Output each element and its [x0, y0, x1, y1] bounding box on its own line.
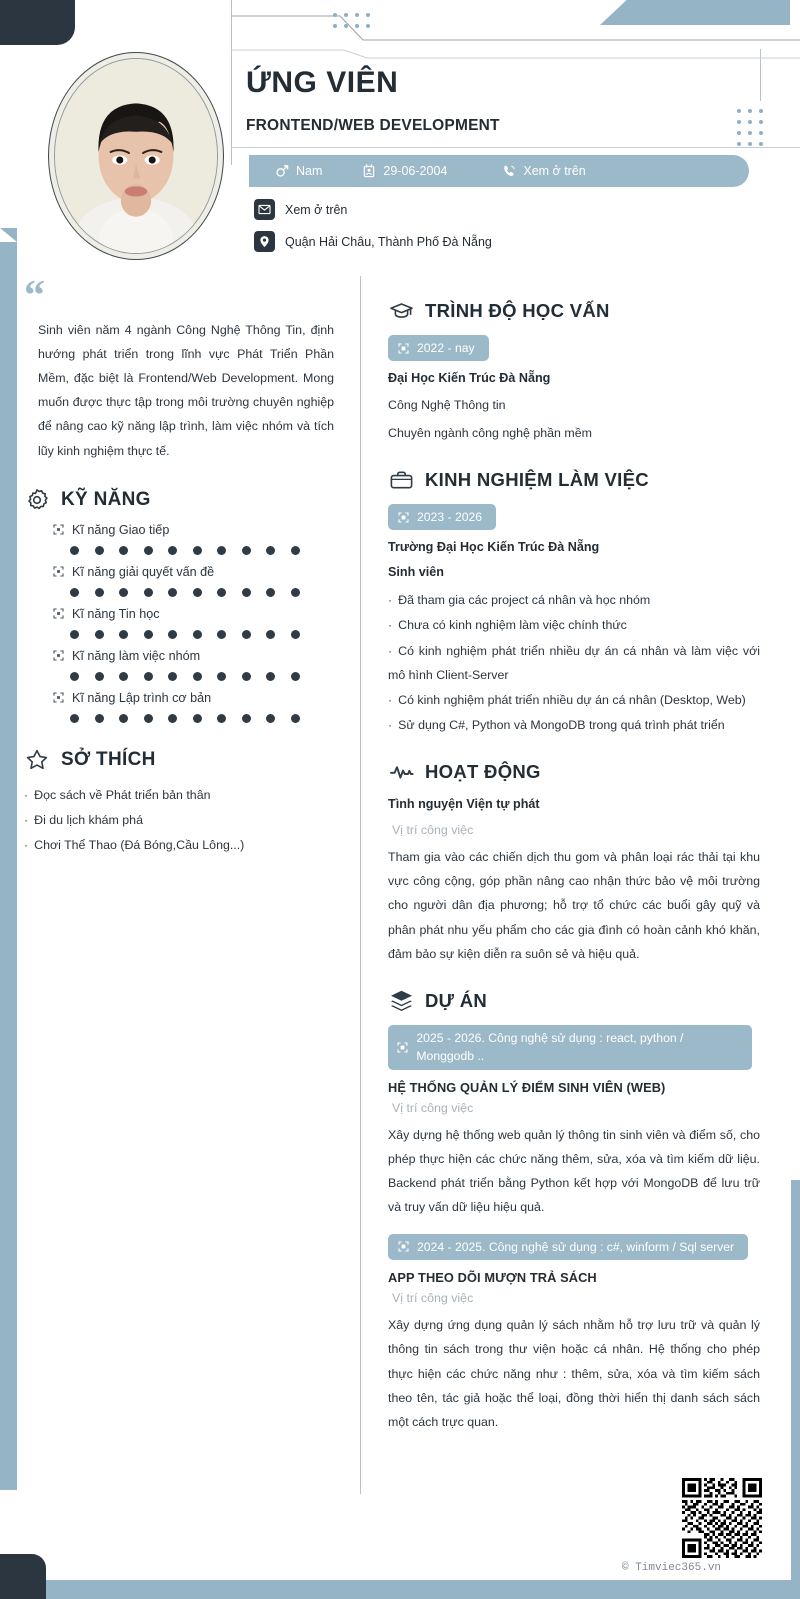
qr-code	[682, 1478, 762, 1558]
list-item: · Sử dụng C#, Python và MongoDB trong quá trình phát triển	[388, 713, 760, 737]
skill-item	[24, 565, 342, 597]
column-divider	[360, 276, 361, 1494]
contact-gender-label: Nam	[296, 164, 323, 178]
top-left-corner-decoration	[0, 0, 75, 45]
section-activities-title: HOẠT ĐỘNG	[425, 761, 541, 783]
skill-rating-dots	[70, 546, 342, 555]
header-step-line-secondary	[231, 46, 800, 56]
target-frame-icon	[52, 566, 64, 578]
target-frame-icon	[397, 1241, 409, 1253]
list-item: · Đã tham gia các project cá nhân và học nhóm	[388, 588, 760, 612]
contact-birthday-label: 29-06-2004	[383, 164, 448, 178]
experience-bullets	[388, 588, 760, 737]
education-major: Công Nghệ Thông tin	[388, 397, 506, 412]
contact-bar	[249, 155, 749, 187]
headline-underline	[231, 147, 800, 148]
phone-icon	[502, 164, 516, 178]
skills-list	[24, 523, 342, 723]
avatar	[48, 52, 224, 260]
skill-rating-dots	[70, 630, 342, 639]
map-pin-icon	[254, 231, 275, 252]
project-period-badge	[388, 1025, 752, 1070]
briefcase-icon	[388, 467, 414, 493]
contact-email	[254, 199, 347, 220]
skill-label-row	[52, 523, 342, 537]
skill-label-row	[52, 649, 342, 663]
bottom-accent-bar	[46, 1580, 800, 1599]
list-item: · Đi du lịch khám phá	[24, 808, 342, 832]
right-accent-bar	[791, 1180, 800, 1580]
section-hobbies-header	[24, 747, 342, 773]
target-frame-icon	[52, 524, 64, 536]
education-period-label: 2022 - nay	[417, 341, 475, 355]
section-projects-title: DỰ ÁN	[425, 989, 488, 1011]
section-education-header	[388, 298, 760, 324]
left-column	[24, 273, 342, 858]
project-role-placeholder: Vị trí công việc	[392, 1290, 474, 1305]
target-frame-icon	[397, 342, 409, 354]
education-period-badge	[388, 335, 489, 361]
skill-name: Kĩ năng Giao tiếp	[72, 522, 170, 537]
activity-description: Tham gia vào các chiến dịch thu gom và phân loại rác thải tại khu vực công cộng, góp phần nâng cao nhận thức bảo vệ môi trường cho người dân địa phương; hỗ trợ tổ chức các buổi gây quỹ và phân phát nhu yếu phẩm cho các gia đình có hoàn cảnh khó khăn, đảm bảo sự kiện diễn ra suôn sẻ và hiệu quả.	[388, 850, 760, 961]
skill-name: Kĩ năng giải quyết vấn đề	[72, 564, 215, 579]
contact-gender	[275, 164, 322, 178]
avatar-ring	[48, 52, 224, 260]
contact-email-label: Xem ở trên	[285, 202, 348, 217]
project-period-label: 2024 - 2025. Công nghệ sử dụng : c#, winform / Sql server	[417, 1239, 735, 1254]
section-skills-header	[24, 487, 342, 513]
target-frame-icon	[52, 608, 64, 620]
summary-text: Sinh viên năm 4 ngành Công Nghệ Thông Tin, định hướng phát triển trong lĩnh vực Phát Triển Phần Mềm, đặc biệt là Frontend/Web Development. Mong muốn được thực tập trong môi trường chuyên nghiệp để nâng cao kỹ năng lập trình, làm việc nhóm và tích lũy kinh nghiệm thực tế.	[38, 322, 334, 458]
skill-label-row	[52, 691, 342, 705]
list-item: · Có kinh nghiệm phát triển nhiều dự án cá nhân và làm việc với mô hình Client-Server	[388, 639, 760, 687]
contact-birthday	[362, 164, 447, 178]
section-skills-title: KỸ NĂNG	[61, 488, 151, 510]
header-dot-grid-top	[333, 13, 370, 28]
activity-role-placeholder: Vị trí công việc	[392, 822, 474, 837]
section-experience-title: KINH NGHIỆM LÀM VIỆC	[425, 469, 649, 491]
project-item	[388, 1023, 760, 1220]
envelope-icon	[254, 199, 275, 220]
layers-icon	[388, 988, 414, 1014]
target-frame-icon	[397, 1041, 408, 1053]
skill-name: Kĩ năng Lập trình cơ bản	[72, 690, 212, 705]
section-projects-header	[388, 988, 760, 1014]
skill-label-row	[52, 565, 342, 579]
birthday-card-icon	[362, 164, 376, 178]
right-column	[388, 276, 760, 1438]
skill-rating-dots	[70, 672, 342, 681]
skill-item	[24, 691, 342, 723]
project-description: Xây dựng ứng dụng quản lý sách nhằm hỗ trợ lưu trữ và quản lý thông tin sách trong thư viện hoặc cá nhân. Hệ thống cho phép thực hiện các chức năng như : thêm, sửa, xóa và tìm kiếm sách theo tên, tác giả hoặc thể loại, đồng thời hiển thị danh sách sách một cách trực quan.	[388, 1318, 760, 1430]
experience-period-badge	[388, 504, 496, 530]
skill-item	[24, 607, 342, 639]
section-education-title: TRÌNH ĐỘ HỌC VẤN	[425, 300, 610, 321]
contact-phone	[502, 164, 585, 178]
experience-role: Sinh viên	[388, 564, 444, 579]
contact-address	[254, 231, 492, 252]
section-activities-header	[388, 759, 760, 785]
list-item: · Có kinh nghiệm phát triển nhiều dự án cá nhân (Desktop, Web)	[388, 688, 760, 712]
target-frame-icon	[52, 692, 64, 704]
header-dot-grid-right	[737, 109, 763, 146]
project-period-badge	[388, 1234, 748, 1260]
section-hobbies-title: SỞ THÍCH	[61, 748, 156, 770]
list-item: · Chưa có kinh nghiệm làm việc chính thức	[388, 613, 760, 637]
skill-label-row	[52, 607, 342, 621]
job-title: FRONTEND/WEB DEVELOPMENT	[246, 117, 500, 134]
page-title: ỨNG VIÊN	[246, 66, 399, 99]
contact-address-label: Quận Hải Châu, Thành Phố Đà Nẵng	[285, 234, 492, 249]
education-school: Đại Học Kiến Trúc Đà Nẵng	[388, 371, 551, 386]
skill-item	[24, 523, 342, 555]
skill-name: Kĩ năng Tin học	[72, 606, 160, 621]
project-role-placeholder: Vị trí công việc	[392, 1100, 474, 1115]
project-name: HỆ THỐNG QUẢN LÝ ĐIỂM SINH VIÊN (WEB)	[388, 1079, 666, 1095]
list-item: · Chơi Thể Thao (Đá Bóng,Cầu Lông...)	[24, 833, 342, 857]
project-name: APP THEO DÕI MƯỢN TRẢ SÁCH	[388, 1269, 597, 1285]
project-item	[388, 1232, 760, 1435]
gear-icon	[24, 487, 50, 513]
star-icon	[24, 747, 50, 773]
skill-rating-dots	[70, 588, 342, 597]
skill-item	[24, 649, 342, 681]
hobbies-list	[24, 783, 342, 858]
experience-period-label: 2023 - 2026	[417, 510, 483, 525]
skill-rating-dots	[70, 714, 342, 723]
contact-phone-label: Xem ở trên	[523, 164, 586, 178]
section-experience-header	[388, 467, 760, 493]
education-specialty: Chuyên ngành công nghệ phần mềm	[388, 425, 592, 440]
list-item: · Đọc sách về Phát triển bản thân	[24, 783, 342, 807]
header-step-line	[231, 14, 800, 42]
activity-org: Tình nguyện Viện tự phát	[388, 797, 540, 812]
project-description: Xây dựng hệ thống web quản lý thông tin sinh viên và điểm số, cho phép thực hiện các chức năng thêm, sửa, xóa và tìm kiếm dữ liệu. Backend phát triển bằng Python kết hợp với MongoDB để lưu trữ và truy vấn dữ liệu hiệu quả.	[388, 1127, 760, 1215]
graduation-cap-icon	[388, 298, 414, 324]
experience-org: Trường Đại Học Kiến Trúc Đà Nẵng	[388, 540, 600, 555]
project-period-label: 2025 - 2026. Công nghệ sử dụng : react, python / Monggodb ..	[416, 1030, 684, 1064]
gender-icon	[275, 164, 289, 178]
quote-mark-icon: “	[24, 273, 45, 319]
activity-pulse-icon	[388, 759, 414, 785]
target-frame-icon	[397, 511, 409, 523]
skill-name: Kĩ năng làm việc nhóm	[72, 648, 201, 663]
footer-credit: © Timviec365.vn	[622, 1562, 722, 1574]
target-frame-icon	[52, 650, 64, 662]
left-accent-bar	[0, 228, 17, 1490]
bottom-left-corner-decoration	[0, 1554, 46, 1599]
avatar-photo	[54, 58, 218, 254]
